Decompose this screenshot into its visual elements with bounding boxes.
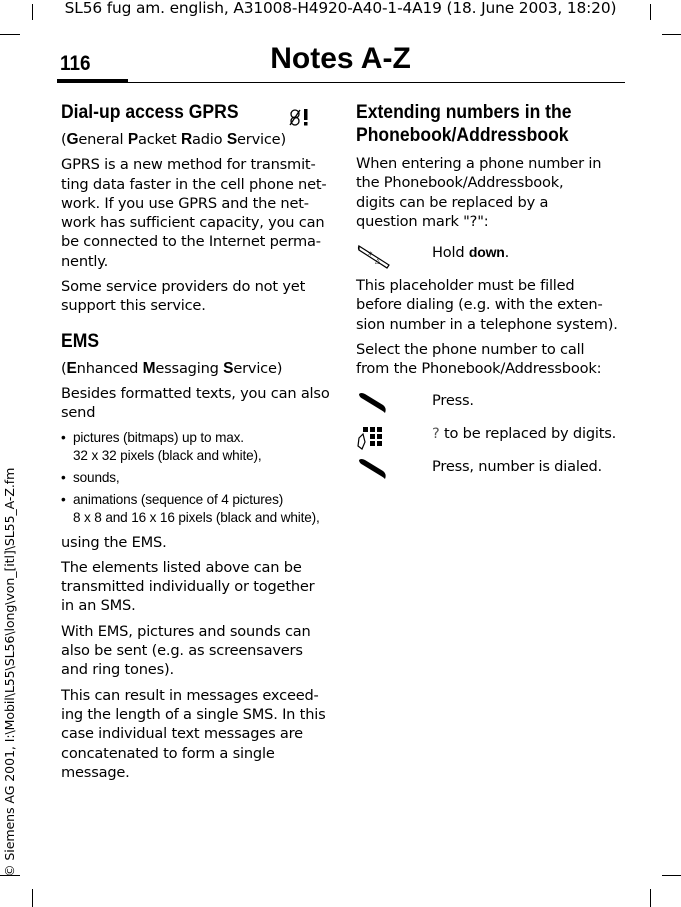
crop-mark xyxy=(32,889,33,907)
gprs-expansion: (General Packet Radio Service) xyxy=(61,131,286,148)
page-number: 116 xyxy=(60,52,91,75)
svg-text:△: △ xyxy=(375,257,381,265)
extending-numbers-heading: Extending numbers in the Phonebook/Addressbook xyxy=(356,101,572,146)
step-text: Press. xyxy=(432,392,474,409)
ems-paragraph: The elements listed above can be transmitted individually or together in an SMS. xyxy=(61,558,315,615)
list-item: • animations (sequence of 4 pictures) 8 x 8 and 16 x 16 pixels (black and white), xyxy=(61,491,331,527)
ems-intro: Besides formatted texts, you can also send xyxy=(61,384,330,422)
ems-heading: EMS xyxy=(61,329,100,352)
hold-star-step xyxy=(357,243,637,271)
keypad-icon xyxy=(357,424,391,452)
ems-expansion: (Enhanced Messaging Service) xyxy=(61,359,283,377)
crop-mark xyxy=(0,34,20,35)
call-key-icon xyxy=(357,457,389,483)
ems-paragraph: With EMS, pictures and sounds can also be sent (e.g. as screensavers and ring tones). xyxy=(61,622,311,679)
crop-mark xyxy=(662,875,681,876)
right-column-lower xyxy=(356,276,626,384)
copyright-sidebar: © Siemens AG 2001, I:\Mobil\L55\SL56\long\von_[itl]\SL55_A-Z.fm xyxy=(2,467,17,877)
extending-intro: When entering a phone number in the Phonebook/Addressbook, digits can be replaced by a question mark "?": xyxy=(356,155,602,230)
left-column xyxy=(61,101,331,788)
page-title: Notes A-Z xyxy=(270,42,411,75)
ems-after-bullets: using the EMS. xyxy=(61,533,167,551)
step-text: ? to be replaced by digits. xyxy=(432,425,617,442)
list-item: • pictures (bitmaps) up to max. 32 x 32 pixels (black and white), xyxy=(61,429,331,465)
step-replace-digits xyxy=(357,424,637,452)
placeholder-paragraph: This placeholder must be filled before dialing (e.g. with the exten- sion number in a telephone system). xyxy=(356,277,618,333)
step-text: Press, number is dialed. xyxy=(432,458,602,475)
header-rule xyxy=(57,82,625,83)
document-meta-header: SL56 fug am. english, A31008-H4920-A40-1-4A19 (18. June 2003, 18:20) xyxy=(64,0,617,17)
ems-section xyxy=(61,330,331,782)
ems-paragraph: This can result in messages exceed- ing the length of a single SMS. In this case individual text messages are concatenated to form a single message. xyxy=(61,686,326,781)
svg-text:*: * xyxy=(368,251,373,261)
step-press xyxy=(357,391,637,419)
star-key-icon xyxy=(357,243,393,269)
hold-down-instruction: Hold down. xyxy=(432,244,510,261)
list-item: • sounds, xyxy=(61,469,331,487)
select-paragraph: Select the phone number to call from the Phonebook/Addressbook: xyxy=(356,340,602,378)
crop-mark xyxy=(650,889,651,907)
step-dial xyxy=(357,457,637,485)
network-dependent-icon xyxy=(287,107,315,127)
call-key-icon xyxy=(357,391,389,417)
ems-bullet-list xyxy=(61,429,331,527)
crop-mark xyxy=(662,34,681,35)
right-column xyxy=(356,101,626,237)
gprs-heading: Dial-up access GPRS xyxy=(61,101,239,123)
gprs-paragraph: GPRS is a new method for transmit- ting data faster in the cell phone net- work. If you use GPRS and the net- work has sufficient capacity, you can be connected to the Internet perma- nently. xyxy=(61,156,327,270)
gprs-note: Some service providers do not yet support this service. xyxy=(61,278,306,315)
gprs-section xyxy=(61,101,331,316)
